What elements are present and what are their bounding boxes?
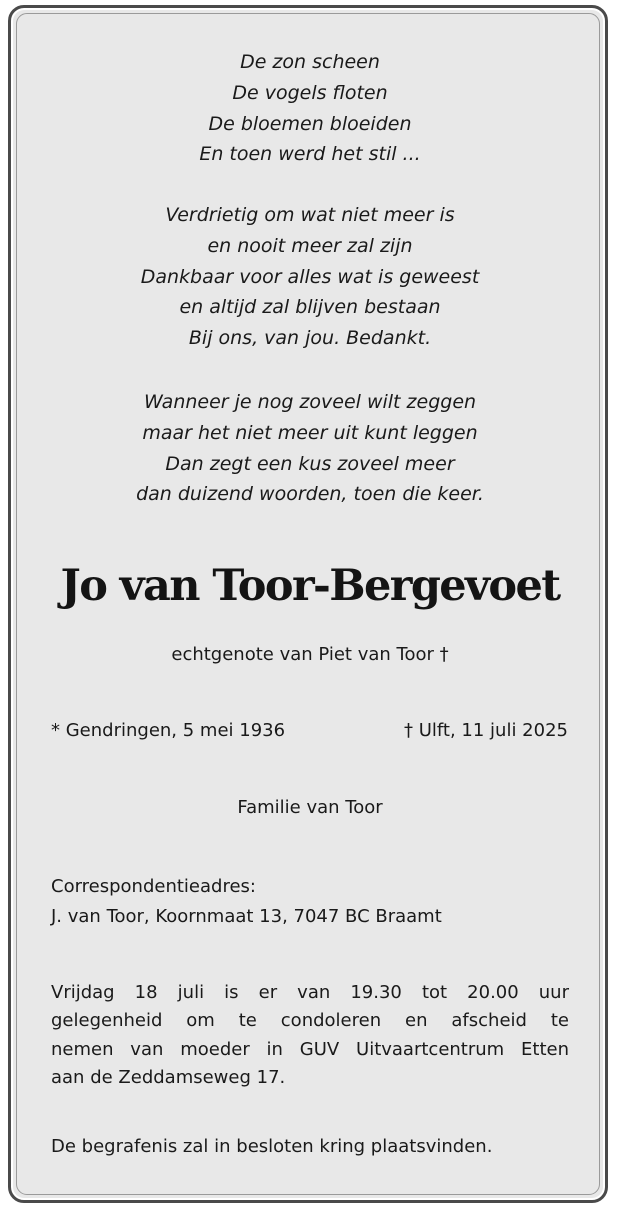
- poem-line: Dan zegt een kus zoveel meer: [165, 452, 455, 475]
- funeral-note: De begrafenis zal in besloten kring plaatsvinden.: [51, 1136, 493, 1157]
- poem-line: De zon scheen: [240, 51, 380, 73]
- poem-line: maar het niet meer uit kunt leggen: [142, 421, 478, 444]
- spouse-line: echtgenote van Piet van Toor †: [171, 644, 449, 665]
- poem-line: Dankbaar voor alles wat is geweest: [140, 265, 480, 288]
- family-signature: Familie van Toor: [237, 797, 383, 818]
- poem-line: En toen werd het stil ...: [199, 143, 421, 166]
- poem-line: De vogels floten: [232, 81, 388, 104]
- poem-line: Bij ons, van jou. Bedankt.: [188, 327, 432, 350]
- condolence-line: nemen van moeder in GUV Uitvaartcentrum Etten: [51, 1038, 569, 1060]
- poem-line: Wanneer je nog zoveel wilt zeggen: [143, 391, 477, 413]
- correspondence-address: J. van Toor, Koornmaat 13, 7047 BC Braamt: [51, 906, 442, 927]
- condolence-line: gelegenheid om te condoleren en afscheid te: [51, 1010, 569, 1032]
- poem-line: Verdrietig om wat niet meer is: [165, 204, 455, 226]
- condolence-line: aan de Zeddamseweg 17.: [51, 1067, 286, 1089]
- poem-line: en nooit meer zal zijn: [207, 234, 413, 257]
- birth-info: * Gendringen, 5 mei 1936: [51, 720, 286, 741]
- poem-line: De bloemen bloeiden: [208, 112, 412, 135]
- condolence-paragraph: [51, 979, 569, 1093]
- poem-stanza-1: [0, 47, 620, 170]
- deceased-name: Jo van Toor-Bergevoet: [60, 561, 560, 611]
- correspondence-label: Correspondentieadres:: [51, 876, 256, 897]
- poem-stanza-3: [0, 387, 620, 510]
- condolence-line: Vrijdag 18 juli is er van 19.30 tot 20.00 uur: [51, 982, 569, 1003]
- poem-stanza-2: [0, 200, 620, 354]
- poem-line: dan duizend woorden, toen die keer.: [136, 483, 484, 506]
- poem-line: en altijd zal blijven bestaan: [179, 296, 441, 319]
- death-info: † Ulft, 11 juli 2025: [404, 720, 568, 741]
